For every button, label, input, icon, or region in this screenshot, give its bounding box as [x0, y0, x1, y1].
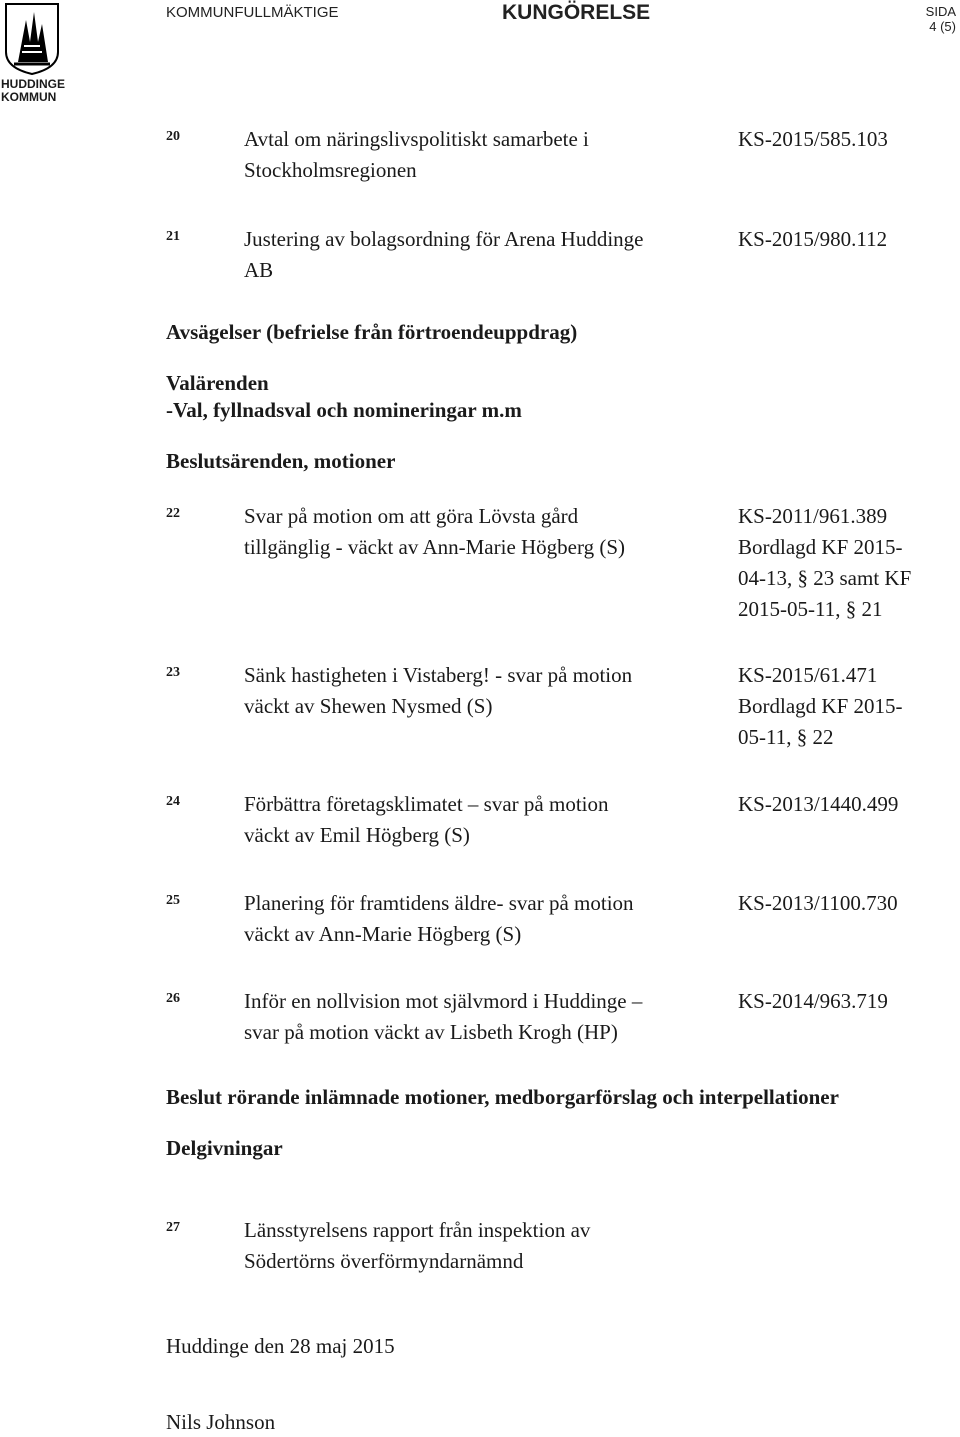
item-description-line: Stockholmsregionen [244, 158, 417, 182]
case-number: KS-2013/1100.730 [738, 891, 898, 915]
case-number: KS-2015/61.471 [738, 663, 878, 687]
item-description [244, 1215, 704, 1277]
page-number: 4 (5) [929, 19, 956, 34]
municipality-crest-icon [4, 2, 60, 76]
item-description [244, 888, 704, 950]
section-subheading-val: -Val, fyllnadsval och nomineringar m.m [166, 398, 522, 422]
item-number: 20 [166, 129, 180, 144]
tabled-note: Bordlagd KF 2015- [738, 535, 903, 559]
item-reference [738, 986, 948, 1017]
item-number: 25 [166, 893, 180, 908]
item-description-line: Inför en nollvision mot självmord i Huddinge – [244, 989, 643, 1013]
signature-name: Nils Johnson [166, 1410, 276, 1434]
item-reference [738, 224, 948, 255]
page-label: SIDA [925, 4, 956, 19]
tabled-note: 05-11, § 22 [738, 725, 834, 749]
item-description-line: Sänk hastigheten i Vistaberg! - svar på motion [244, 663, 633, 687]
item-description-line: väckt av Emil Högberg (S) [244, 823, 470, 847]
item-description-line: Justering av bolagsordning för Arena Huddinge [244, 227, 644, 251]
item-number: 21 [166, 229, 180, 244]
case-number: KS-2011/961.389 [738, 504, 888, 528]
case-number: KS-2015/585.103 [738, 127, 888, 151]
section-heading-delgivningar: Delgivningar [166, 1136, 283, 1160]
item-description-line: tillgänglig - väckt av Ann-Marie Högberg (S) [244, 535, 626, 559]
section-heading-avsagelser: Avsägelser (befrielse från förtroendeuppdrag) [166, 320, 578, 344]
section-heading-beslutsarenden: Beslutsärenden, motioner [166, 449, 396, 473]
item-description-line: AB [244, 258, 274, 282]
item-description-line: Avtal om näringslivspolitiskt samarbete i [244, 127, 589, 151]
item-number: 24 [166, 794, 180, 809]
case-number: KS-2015/980.112 [738, 227, 888, 251]
case-number: KS-2014/963.719 [738, 989, 888, 1013]
item-description-line: svar på motion väckt av Lisbeth Krogh (HP) [244, 1020, 618, 1044]
item-number: 27 [166, 1220, 180, 1235]
item-number: 26 [166, 991, 180, 1006]
item-description-line: Svar på motion om att göra Lövsta gård [244, 504, 579, 528]
item-description-line: Länsstyrelsens rapport från inspektion av [244, 1218, 591, 1242]
header-committee: KOMMUNFULLMÄKTIGE [166, 4, 339, 21]
item-description [244, 986, 704, 1048]
case-number: KS-2013/1440.499 [738, 792, 899, 816]
item-description-line: Förbättra företagsklimatet – svar på motion [244, 792, 609, 816]
item-description [244, 224, 704, 286]
logo-text-line1: HUDDINGE [1, 77, 66, 91]
section-heading-valarenden: Valärenden [166, 371, 269, 395]
place-and-date: Huddinge den 28 maj 2015 [166, 1334, 395, 1358]
item-description [244, 660, 704, 722]
item-number: 23 [166, 665, 180, 680]
item-description-line: Södertörns överförmyndarnämnd [244, 1249, 524, 1273]
item-description [244, 124, 704, 186]
document-title: KUNGÖRELSE [502, 1, 651, 24]
item-description-line: väckt av Ann-Marie Högberg (S) [244, 922, 522, 946]
item-reference [738, 501, 948, 625]
item-description-line: väckt av Shewen Nysmed (S) [244, 694, 493, 718]
item-reference [738, 888, 948, 919]
tabled-note: 04-13, § 23 samt KF [738, 566, 912, 590]
huddinge-logo [0, 0, 64, 106]
item-description-line: Planering för framtidens äldre- svar på motion [244, 891, 634, 915]
item-reference [738, 660, 948, 753]
item-reference [738, 789, 948, 820]
item-description [244, 789, 704, 851]
logo-text-line2: KOMMUN [1, 90, 57, 104]
section-heading-beslut: Beslut rörande inlämnade motioner, medborgarförslag och interpellationer [166, 1085, 839, 1109]
item-number: 22 [166, 506, 180, 521]
tabled-note: Bordlagd KF 2015- [738, 694, 903, 718]
item-description [244, 501, 704, 563]
item-reference [738, 124, 948, 155]
tabled-note: 2015-05-11, § 21 [738, 597, 883, 621]
